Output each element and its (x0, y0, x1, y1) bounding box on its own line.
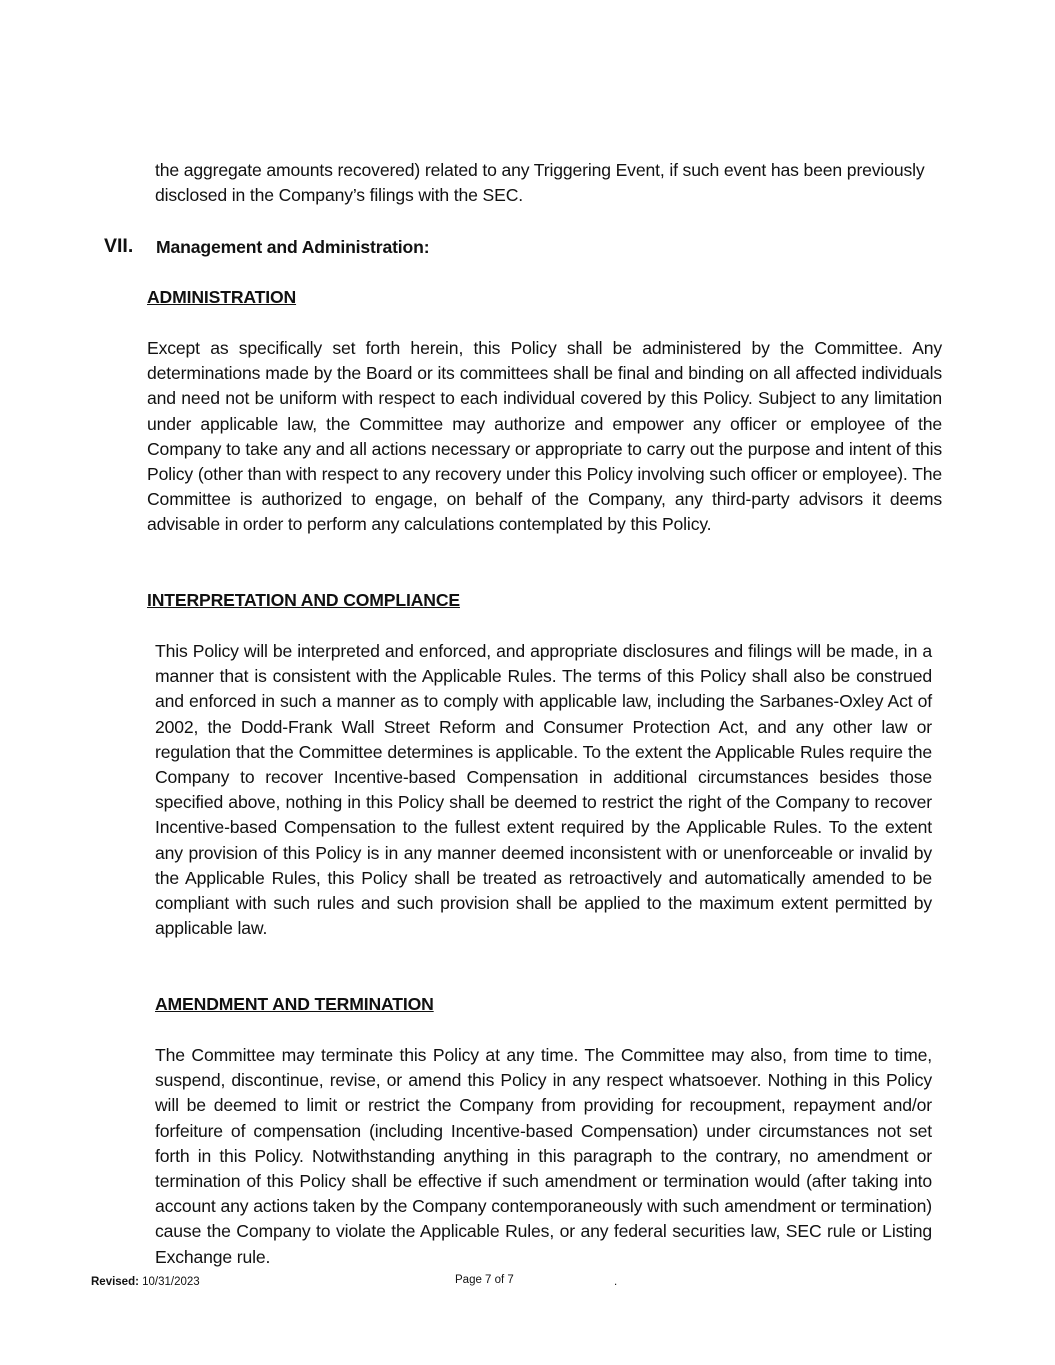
administration-body: Except as specifically set forth herein, this Policy shall be administered by the Committee. Any determinations made by the Board or its committees shall be final and binding on all affected individuals and need not be uniform with respect to each individual covered by this Policy. Subject to any limitation under applicable law, the Committee may authorize and empower any officer or employee of the Company to take any and all actions necessary or appropriate to carry out the purpose and intent of this Policy (other than with respect to any recovery under this Policy involving such officer or employee). The Committee is authorized to engage, on behalf of the Company, any third-party advisors it deems advisable in order to perform any calculations contemplated by this Policy. (147, 338, 942, 535)
footer-revised (91, 1274, 200, 1290)
revised-date: 10/31/2023 (142, 1276, 200, 1288)
interpretation-body: This Policy will be interpreted and enforced, and appropriate disclosures and filings will be made, in a manner that is consistent with the Applicable Rules. The terms of this Policy shall also be construed and enforced in such a manner as to comply with applicable law, including the Sarbanes-Oxley Act of 2002, the Dodd-Frank Wall Street Reform and Consumer Protection Act, and any other law or regulation that the Committee determines is applicable. To the extent the Applicable Rules require the Company to recover Incentive-based Compensation in additional circumstances besides those specified above, nothing in this Policy shall be deemed to restrict the right of the Company to recover Incentive-based Compensation to the fullest extent required by the Applicable Rules. To the extent any provision of this Policy is in any manner deemed inconsistent with or unenforceable or invalid by the Applicable Rules, this Policy shall be treated as retroactively and automatically amended to be compliant with such rules and such provision shall be applied to the maximum extent permitted by applicable law. (155, 641, 932, 939)
revised-label: Revised: (91, 1276, 139, 1288)
footer-trailing-mark: . (614, 1276, 618, 1288)
amendment-heading: AMENDMENT AND TERMINATION (155, 994, 434, 1014)
intro-paragraph: the aggregate amounts recovered) related to any Triggering Event, if such event has been previously disclosed in the Company’s filings with the SEC. (155, 160, 925, 206)
amendment-body: The Committee may terminate this Policy at any time. The Committee may also, from time to time, suspend, discontinue, revise, or amend this Policy in any respect whatsoever. Nothing in this Policy will be deemed to limit or restrict the Company from providing for recoupment, repayment and/or forfeiture of compensation (including Incentive-based Compensation) under circumstances not set forth in this Policy. Notwithstanding anything in this paragraph to the contrary, no amendment or termination of this Policy shall be effective if such amendment or termination would (after taking into account any actions taken by the Company contemporaneously with such amendment or termination) cause the Company to violate the Applicable Rules, or any federal securities law, SEC rule or Listing Exchange rule. (155, 1045, 932, 1267)
interpretation-heading: INTERPRETATION AND COMPLIANCE (147, 590, 460, 610)
section-number: VII. (104, 235, 134, 257)
page-number: Page 7 of 7 (455, 1274, 514, 1286)
administration-heading: ADMINISTRATION (147, 287, 297, 307)
section-title: Management and Administration: (156, 237, 430, 257)
